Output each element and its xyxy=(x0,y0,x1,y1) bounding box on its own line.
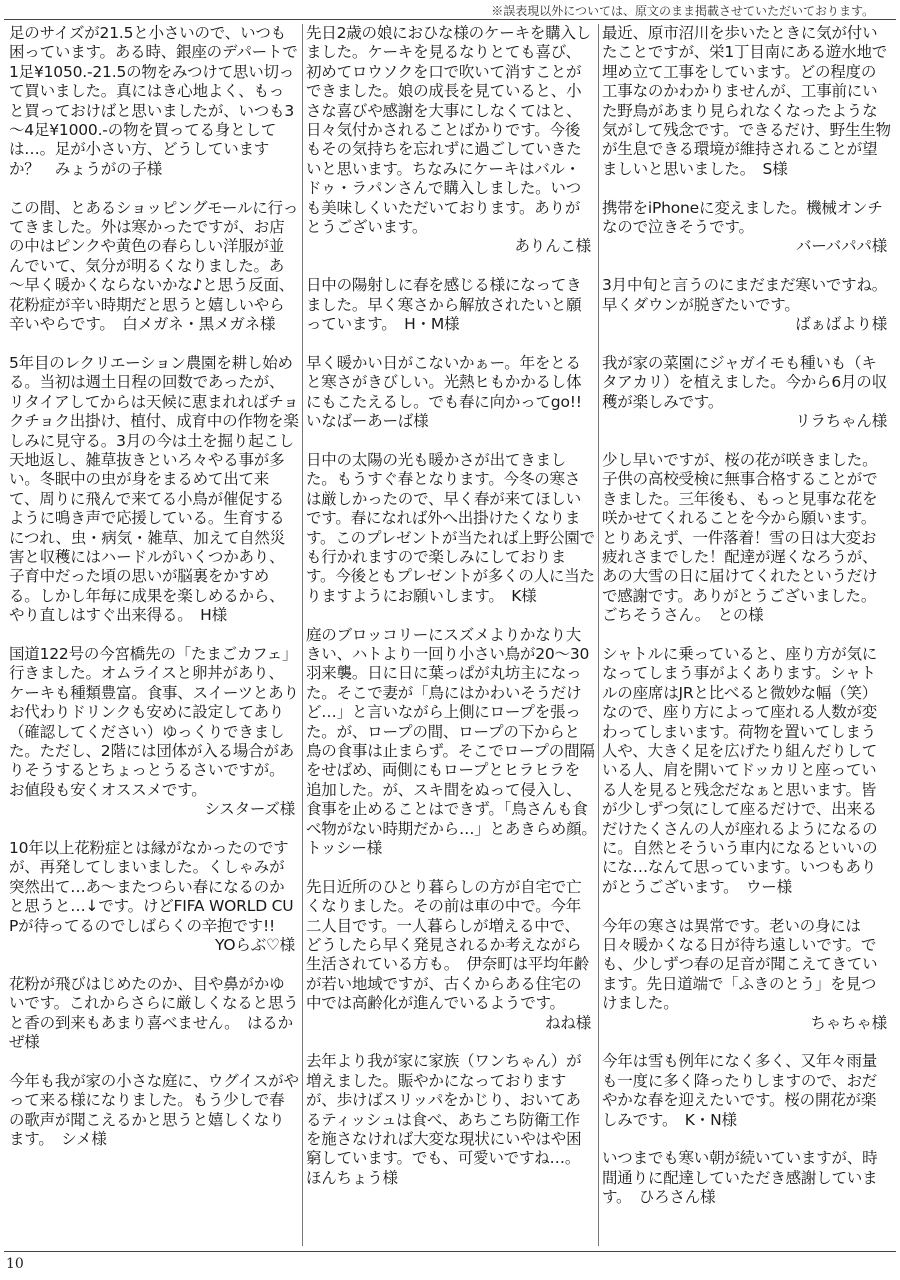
letter-text: 早く暖かい日がこないかぁー。年をとると寒さがきびしい。光熱ヒもかかるし体にもこたえるし。でも春に向かってgo!! いなばーあーば様 xyxy=(306,353,598,431)
letter-text: 5年目のレクリエーション農園を耕し始める。当初は週土日程の回数であったが、リタイアしてからは天候に恵まれればチョクチョク出掛け、植付、成育中の作物を楽しみに見守る。3月の今は土を掘り起こし天地返し、雑草抜きといろ々やる事が多い。冬眠中の虫が身をまるめて出て来て、周りに飛んで来てる小鳥が催促するように鳴き声で応援している。生育するにつれ、虫・病気・雑草、加えて自然災害と収穫にはハードルがいくつかあり、子育中だった頃の思いが脳裏をかすめる。しかし年毎に成果を楽しめるから、やり直しはすぐ出来得る。 H様 xyxy=(9,353,299,625)
letter-entry xyxy=(602,276,891,334)
reader-letters xyxy=(6,24,894,1246)
letter-text: 先日2歳の娘におひな様のケーキを購入しました。ケーキを見るなりとても喜び、初めてロウソクを口で吹いて消すことができました。娘の成長を見ていると、小さな喜びや感謝を大事にしなくてはと、日々気付かされることばかりです。今後もその気持ちを忘れずに過ごしていきたいと思います。ちなみにケーキはバル・ドゥ・ラパンさんで購入しました。いつも美味しくいただいております。ありがとうございます。 xyxy=(306,24,592,237)
letter-entry xyxy=(9,645,299,820)
page-number: 10 xyxy=(6,1256,24,1272)
letter-text: 3月中旬と言うのにまだまだ寒いですね。早くダウンが脱ぎたいです。 xyxy=(602,276,888,314)
column-3 xyxy=(598,24,894,1246)
letter-text: この間、とあるショッピングモールに行ってきました。外は寒かったですが、お店の中はピンクや黄色の春らしい洋服が並んでいて、気分が明るくなりました。あ～早く暖かくならないかな♪と思う反面、花粉症が辛い時期だと思うと嬉しいやら辛いやらです。 白メガネ・黒メガネ様 xyxy=(9,198,299,334)
letter-text: 国道122号の今宮橋先の「たまごカフェ」行きました。オムライスと卵丼があり、ケーキも種類豊富。食事、スイーツとありお代わりドリンクも安めに設定してあり（確認してください）ゆっくりできました。ただし、2階には団体が入る場合がありそうするとちょっとうるさいですが。お値段も安くオススメです。 xyxy=(9,644,299,799)
letter-text: 先日近所のひとり暮らしの方が自宅で亡くなりました。その前は車の中で。今年二人目です。一人暮らしが増える中で、どうしたら早く発見されるか考えながら生活されている方も。 伊奈町は平均年齢が若い地域ですが、古くからある住宅の中では高齢化が進んでいるようです。 xyxy=(306,877,589,1013)
letter-entry xyxy=(602,199,891,257)
letter-entry xyxy=(306,24,595,257)
letter-entry xyxy=(602,1149,891,1207)
letter-entry xyxy=(306,878,595,1033)
bottom-divider xyxy=(4,1251,896,1252)
letter-text: 去年より我が家に家族（ワンちゃん）が増えました。賑やかになっておりますが、歩けばスリッパをかじり、おいてあるティッシュは食べ、あちこち防衛工作を施さなければ大変な現状にいやはや困窮しています。でも、可愛いですね…。ほんちょう様 xyxy=(306,1052,582,1187)
letter-entry xyxy=(9,975,299,1053)
letter-entry xyxy=(306,353,598,432)
letter-signature: ありんこ様 xyxy=(514,237,591,256)
column-1 xyxy=(6,24,302,1246)
letter-entry xyxy=(9,839,299,955)
letter-text: 我が家の菜園にジャガイモも種いも（キタアカリ）を植えました。今から6月の収穫が楽しみです。 xyxy=(602,353,887,411)
letter-entry xyxy=(306,276,595,334)
letter-entry xyxy=(602,354,891,432)
top-divider xyxy=(4,19,896,20)
letter-entry xyxy=(9,1072,299,1150)
letter-text: 日中の太陽の光も暖かさが出てきました。もうすぐ春となります。今冬の寒さは厳しかったので、早く春が来てほしいです。春になれば外へ出掛けたくなります。このプレゼントが当たれば上野公園でも行かれますので楽しみにしております。今後ともプレゼントが多くの人に当たりますようにお願いします。 K様 xyxy=(306,450,595,605)
letter-text: いつまでも寒い朝が続いていますが、時間通りに配達していただき感謝しています。 ひろさん様 xyxy=(602,1149,878,1207)
letter-entry xyxy=(306,451,595,606)
letter-entry xyxy=(602,451,891,626)
letter-signature: ちゃちゃ様 xyxy=(810,1013,887,1032)
letter-text: 10年以上花粉症とは縁がなかったのですが、再発してしまいました。くしゃみが突然出て…あ～またつらい春になるのかと思うと…↓です。けどFIFA WORLD CUPが待ってるのでしばらくの辛抱です!! xyxy=(9,839,294,935)
letter-entry xyxy=(9,24,299,179)
letter-signature: シスターズ様 xyxy=(204,800,295,819)
letter-text: 携帯をiPhoneに変えました。機械オンチなので泣きそうです。 xyxy=(602,198,883,237)
letter-text: 庭のブロッコリーにスズメよりかなり大きい、ハトより一回り小さい鳥が20～30羽来襲。日に日に葉っぱが丸坊主になった。そこで妻が「鳥にはかわいそうだけど…」と言いながら上側にロープを張った。が、ロープの間、ロープの下からと鳥の食事は止まらず。そこでロープの間隔をせばめ、両側にもロープとヒラヒラを追加した。が、スキ間をぬって侵入し、食事を止めることはできず。「鳥さんも食べ物がない時期だから…」とあきらめ顔。 トッシー様 xyxy=(306,625,605,857)
letter-text: 花粉が飛びはじめたのか、目や鼻がかゆいです。これからさらに厳しくなると思うと香の到来もあまり喜べません。 はるかぜ様 xyxy=(9,974,299,1052)
letter-signature: バーバパパ様 xyxy=(795,237,887,256)
letter-text: 足のサイズが21.5と小さいので、いつも困っています。ある時、銀座のデパートで1足¥1050.-21.5の物をみつけて思い切って買いました。真にはき心地よく、もっと買っておけばと思いましたが、いつも3～4足¥1000.-の物を買ってる身としては…。足が小さい方、どうしていますか？ みょうがの子様 xyxy=(9,24,298,178)
letter-signature: ねね様 xyxy=(545,1013,591,1032)
column-2 xyxy=(302,24,605,1246)
letter-entry xyxy=(602,1052,891,1130)
letter-text: 少し早いですが、桜の花が咲きました。子供の高校受検に無事合格することができました。三年後も、もっと見事な花を咲かせてくれることを今から願います。とりあえず、一件落着！雪の日は大変お疲れさまでした！配達が遅くなろうが、あの大雪の日に届けてくれたというだけで感謝です。ありがとうございました。ごちそうさん。 との様 xyxy=(602,450,878,625)
letter-entry xyxy=(9,199,299,335)
letter-signature: ばぁばより様 xyxy=(795,315,887,334)
letter-text: 今年は雪も例年になく多く、又年々雨量も一度に多く降ったりしますので、おだやかな春を迎えたいです。桜の開花が楽しみです。 K・N様 xyxy=(602,1052,878,1129)
letter-entry xyxy=(9,354,299,626)
letter-text: 今年も我が家の小さな庭に、ウグイスがやって来る様になりました。もう少しで春の歌声が聞こえるかと思うと嬉しくなります。 シメ様 xyxy=(9,1071,299,1149)
letter-text: 今年の寒さは異常です。老いの身には日々暖かくなる日が待ち遠しいです。でも、少しずつ春の足音が聞こえてきています。先日道端で「ふきのとう」を見つけました。 xyxy=(602,916,878,1013)
letter-signature: YOらぶ♡様 xyxy=(214,936,295,955)
letter-text: 日中の陽射しに春を感じる様になってきました。早く寒さから解放されたいと願っています。 H・M様 xyxy=(306,276,582,334)
letter-entry xyxy=(306,625,605,859)
letter-entry xyxy=(602,24,891,179)
letter-text: シャトルに乗っていると、座り方が気になってしまう事がよくあります。シャトルの座席はJRと比べると微妙な幅（笑）なので、座り方によって座れる人数が変わってしまいます。荷物を置いてしまう人や、大きく足を広げたり組んだりしている人、肩を開いてドッカリと座っている人を見ると残念だなぁと思います。皆が少しずつ気にして座るだけで、出来るだけたくさんの人が座れるようになるのに。自然とそういう車内になるといいのにな…なんて思っています。いつもありがとうございます。 ウー様 xyxy=(602,644,878,896)
letter-text: 最近、原市沼川を歩いたときに気が付いたことですが、栄1丁目南にある遊水地で埋め立て工事をしています。どの程度の工事なのかわかりませんが、工事前にいた野鳥があまり見られなくなったような気がして残念です。できるだけ、野生生物が生息できる環境が維持されることが望ましいと思いました。 S様 xyxy=(602,24,891,178)
letter-entry xyxy=(602,645,891,897)
letter-signature: リラちゃん様 xyxy=(795,412,887,431)
letter-entry xyxy=(306,1052,595,1188)
letter-entry xyxy=(602,917,891,1033)
editorial-notice: ※誤表現以外については、原文のまま掲載させていただいております。 xyxy=(491,4,874,18)
